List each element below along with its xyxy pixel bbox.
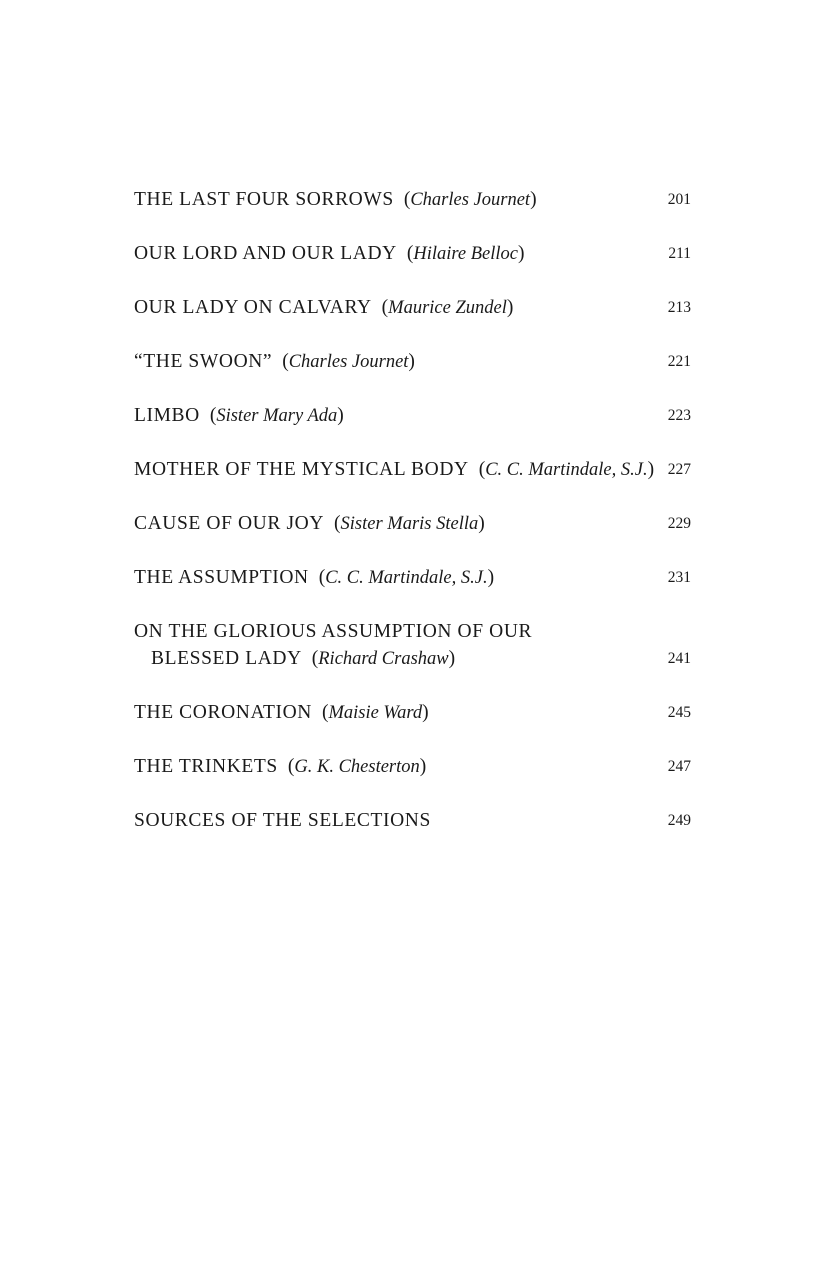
entry-author: Maisie Ward (328, 703, 423, 723)
page-number: 201 (667, 191, 691, 208)
entry-title: THE CORONATION (134, 702, 312, 723)
toc-entry (134, 456, 691, 510)
entry-title: “THE SWOON” (134, 351, 273, 372)
page-number: 213 (667, 299, 691, 316)
entry-title: THE ASSUMPTION (134, 567, 309, 588)
entry-author: C. C. Martindale, S.J. (325, 568, 488, 588)
toc-entry (134, 699, 691, 753)
page-number: 221 (667, 353, 691, 370)
toc-entry (134, 753, 691, 807)
page-number: 247 (667, 758, 691, 775)
entry-title-line (134, 807, 691, 834)
entry-title-continuation (134, 645, 691, 673)
entry-title-line (134, 186, 691, 214)
entry-title-line (134, 456, 691, 484)
page-number: 245 (667, 704, 691, 721)
entry-title-line (134, 294, 691, 322)
entry-author: C. C. Martindale, S.J. (485, 460, 648, 480)
page-number: 211 (668, 245, 691, 262)
entry-title: LIMBO (134, 405, 200, 426)
entry-title-line (134, 618, 691, 645)
table-of-contents (134, 186, 691, 861)
author-paren: (Sister Mary Ada) (209, 405, 344, 426)
entry-title-line (134, 510, 691, 538)
entry-title-line (134, 402, 691, 430)
entry-title: OUR LADY ON CALVARY (134, 297, 372, 318)
author-paren: (Maurice Zundel) (381, 297, 514, 318)
page-number: 223 (667, 407, 691, 424)
entry-author: Richard Crashaw (318, 649, 449, 669)
toc-entry (134, 186, 691, 240)
entry-title: MOTHER OF THE MYSTICAL BODY (134, 459, 469, 480)
page-number: 227 (667, 461, 691, 478)
toc-entry (134, 294, 691, 348)
toc-entry (134, 348, 691, 402)
entry-title: THE TRINKETS (134, 756, 278, 777)
toc-entry (134, 618, 691, 699)
entry-author: G. K. Chesterton (294, 757, 420, 777)
toc-entry (134, 240, 691, 294)
entry-author: Sister Mary Ada (216, 406, 338, 426)
toc-entry (134, 402, 691, 456)
entry-title-line (134, 348, 691, 376)
entry-title-line (134, 753, 691, 781)
author-paren: (Charles Journet) (403, 189, 537, 210)
page-number: 241 (667, 650, 691, 667)
page-number: 249 (667, 812, 691, 829)
author-paren: (G. K. Chesterton) (287, 756, 427, 777)
author-paren: (C. C. Martindale, S.J.) (318, 567, 495, 588)
entry-title: SOURCES OF THE SELECTIONS (134, 810, 431, 831)
entry-author: Maurice Zundel (388, 298, 507, 318)
entry-title-line (134, 564, 691, 592)
entry-title: OUR LORD AND OUR LADY (134, 243, 397, 264)
author-paren: (C. C. Martindale, S.J.) (478, 459, 655, 480)
author-paren: (Richard Crashaw) (311, 648, 456, 669)
entry-author: Charles Journet (410, 190, 531, 210)
toc-entry (134, 564, 691, 618)
author-paren: (Charles Journet) (282, 351, 415, 372)
toc-entry (134, 510, 691, 564)
entry-title: THE LAST FOUR SORROWS (134, 189, 394, 210)
entry-author: Charles Journet (288, 352, 409, 372)
entry-title: CAUSE OF OUR JOY (134, 513, 325, 534)
author-paren: (Maisie Ward) (321, 702, 429, 723)
entry-title-line (134, 240, 691, 268)
page-number: 229 (667, 515, 691, 532)
entry-title: BLESSED LADY (151, 648, 302, 669)
entry-author: Hilaire Belloc (413, 244, 518, 264)
toc-entry (134, 807, 691, 861)
entry-title: ON THE GLORIOUS ASSUMPTION OF OUR (134, 621, 533, 642)
entry-author: Sister Maris Stella (340, 514, 479, 534)
author-paren: (Sister Maris Stella) (334, 513, 485, 534)
author-paren: (Hilaire Belloc) (406, 243, 525, 264)
entry-title-line (134, 699, 691, 727)
page-number: 231 (667, 569, 691, 586)
